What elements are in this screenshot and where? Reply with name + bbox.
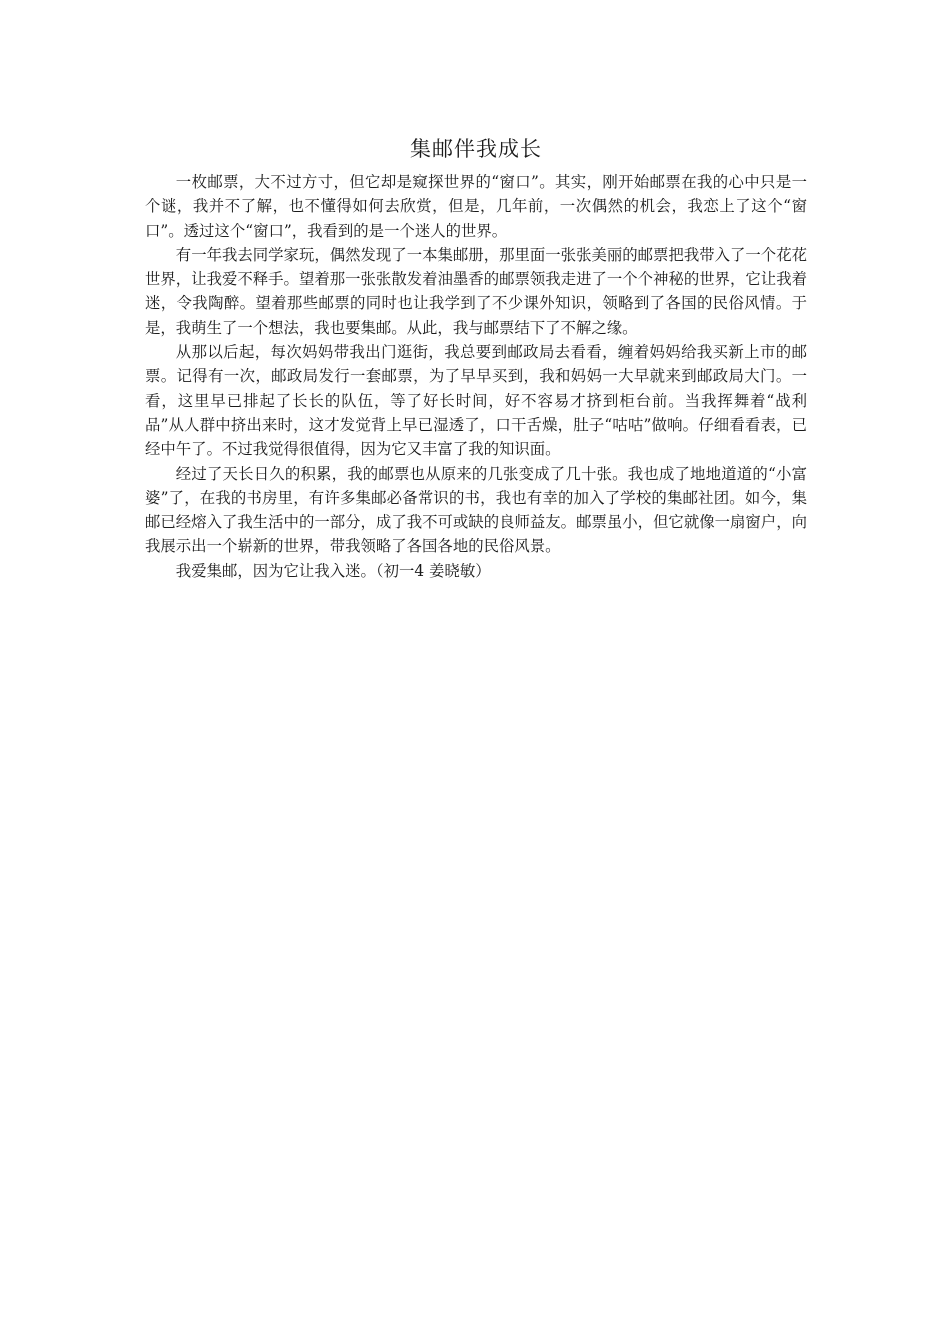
essay-paragraph-1: 一枚邮票，大不过方寸，但它却是窥探世界的“窗口”。其实，刚开始邮票在我的心中只是一个谜，我并不了解，也不懂得如何去欣赏，但是，几年前，一次偶然的机会，我恋上了这个“窗口”。透过这个“窗口”，我看到的是一个迷人的世界。 (145, 173, 807, 240)
essay-paragraph-3: 从那以后起，每次妈妈带我出门逛街，我总要到邮政局去看看，缠着妈妈给我买新上市的邮票。记得有一次，邮政局发行一套邮票，为了早早买到，我和妈妈一大早就来到邮政局大门。一看，这里早已排起了长长的队伍，等了好长时间，好不容易才挤到柜台前。当我挥舞着“战利品”从人群中挤出来时，这才发觉背上早已湿透了，口干舌燥，肚子“咕咕”做响。仔细看看表，已经中午了。不过我觉得很值得，因为它又丰富了我的知识面。 (145, 343, 807, 459)
essay-paragraph-5: 我爱集邮，因为它让我入迷。（初一4 姜晓敏） (175, 561, 491, 580)
essay-title: 集邮伴我成长 (410, 137, 542, 161)
essay-paragraph-4: 经过了天长日久的积累，我的邮票也从原来的几张变成了几十张。我也成了地地道道的“小富婆”了，在我的书房里，有许多集邮必备常识的书，我也有幸的加入了学校的集邮社团。如今，集邮已经熔入了我生活中的一部分，成了我不可或缺的良师益友。邮票虽小，但它就像一扇窗户，向我展示出一个崭新的世界，带我领略了各国各地的民俗风景。 (145, 464, 807, 556)
essay (145, 132, 807, 583)
essay-paragraph-2: 有一年我去同学家玩，偶然发现了一本集邮册，那里面一张张美丽的邮票把我带入了一个花花世界，让我爱不释手。望着那一张张散发着油墨香的邮票领我走进了一个个神秘的世界，它让我着迷，令我陶醉。望着那些邮票的同时也让我学到了不少课外知识，领略到了各国的民俗风情。于是，我萌生了一个想法，我也要集邮。从此，我与邮票结下了不解之缘。 (145, 245, 807, 337)
